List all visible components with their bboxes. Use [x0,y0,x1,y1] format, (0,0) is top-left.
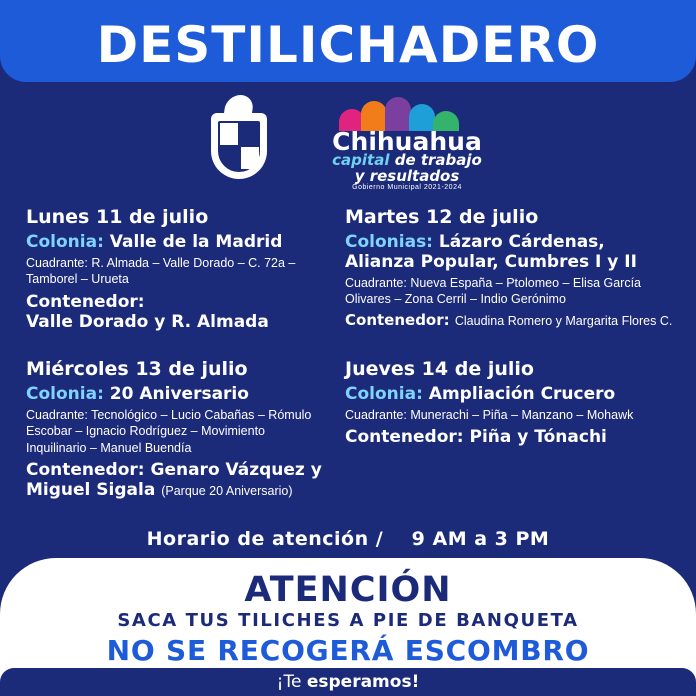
colonia-line [345,384,675,404]
contenedor-value: Valle Dorado y R. Almada [26,311,269,332]
contenedor-note: Claudina Romero y Margarita Flores C. [454,313,673,328]
contenedor-line [345,312,675,330]
day-title: Lunes 11 de julio [26,206,209,228]
colonia-line [26,384,326,404]
brand-tagline-line2: y resultados [354,166,460,185]
colonia-label: Colonias: [345,232,433,252]
brand-tagline-rest: de trabajo [389,150,482,169]
horario-strip [0,528,696,550]
footer-esperamos-pre: ¡Te [276,672,307,692]
contenedor-value: Piña y Tónachi [469,427,607,448]
footer-panel [0,558,696,696]
footer-atencion: ATENCIÓN [244,570,452,610]
colonia-label: Colonia: [26,232,104,252]
contenedor-label: Contenedor: [26,459,145,480]
brand-government-line: Gobierno Municipal 2021-2024 [352,183,462,191]
colonia-label: Colonia: [345,384,423,404]
schedule-cell-thursday [345,358,675,447]
day-title: Jueves 14 de julio [345,358,534,380]
contenedor-line [26,292,326,332]
contenedor-value: Genaro Vázquez y Miguel Sigala [26,459,322,500]
day-title: Miércoles 13 de julio [26,358,248,380]
contenedor-label: Contenedor: [26,291,145,312]
footer-esperamos [0,672,696,692]
contenedor-label: Contenedor: [345,427,464,448]
schedule-cell-wednesday [26,358,326,500]
day-title: Martes 12 de julio [345,206,539,228]
footer-no-escombro: NO SE RECOGERÁ ESCOMBRO [106,634,590,667]
colonia-value: Ampliación Crucero [428,384,616,404]
footer-instruction: SACA TUS TILICHES A PIE DE BANQUETA [117,610,579,631]
cuadrante-line: Cuadrante: Nueva España – Ptolomeo – Elisa García Olivares – Zona Cerril – Indio Gerónimo [345,276,642,307]
colonia-value: Valle de la Madrid [109,232,283,252]
logos-row [0,90,696,195]
contenedor-note: (Parque 20 Aniversario) [161,483,293,498]
schedule-cell-monday [26,206,326,332]
contenedor-label: Contenedor: [345,310,450,329]
contenedor-line [26,460,326,500]
horario-label: Horario de atención / [146,528,384,550]
contenedor-line [345,427,675,447]
chihuahua-brand-logo [321,93,493,193]
page-title: DESTILICHADERO [96,16,600,74]
colonia-value: 20 Aniversario [109,384,249,404]
horario-time: 9 AM a 3 PM [411,528,550,550]
city-shield-icon [203,95,275,190]
colonia-line [26,232,326,252]
brand-tagline-capital: capital [332,150,390,169]
footer-esperamos-bold: esperamos! [306,672,420,692]
cuadrante-line: Cuadrante: R. Almada – Valle Dorado – C. 72a – Tamborel – Urueta [26,256,296,287]
colonia-line [345,232,675,272]
colonia-label: Colonia: [26,384,104,404]
colonia-value: Lázaro Cárdenas, Alianza Popular, Cumbres I y II [345,232,637,273]
cuadrante-line: Cuadrante: Tecnológico – Lucio Cabañas – Rómulo Escobar – Ignacio Rodríguez – Movimiento Inquilinario – Manuel Buendía [26,408,312,455]
rainbow-arcs-icon [339,95,469,131]
cuadrante-line: Cuadrante: Munerachi – Piña – Manzano – Mohawk [345,408,634,423]
schedule-grid [0,200,696,525]
schedule-cell-tuesday [345,206,675,329]
brand-city-name: Chihuahua [332,126,482,156]
